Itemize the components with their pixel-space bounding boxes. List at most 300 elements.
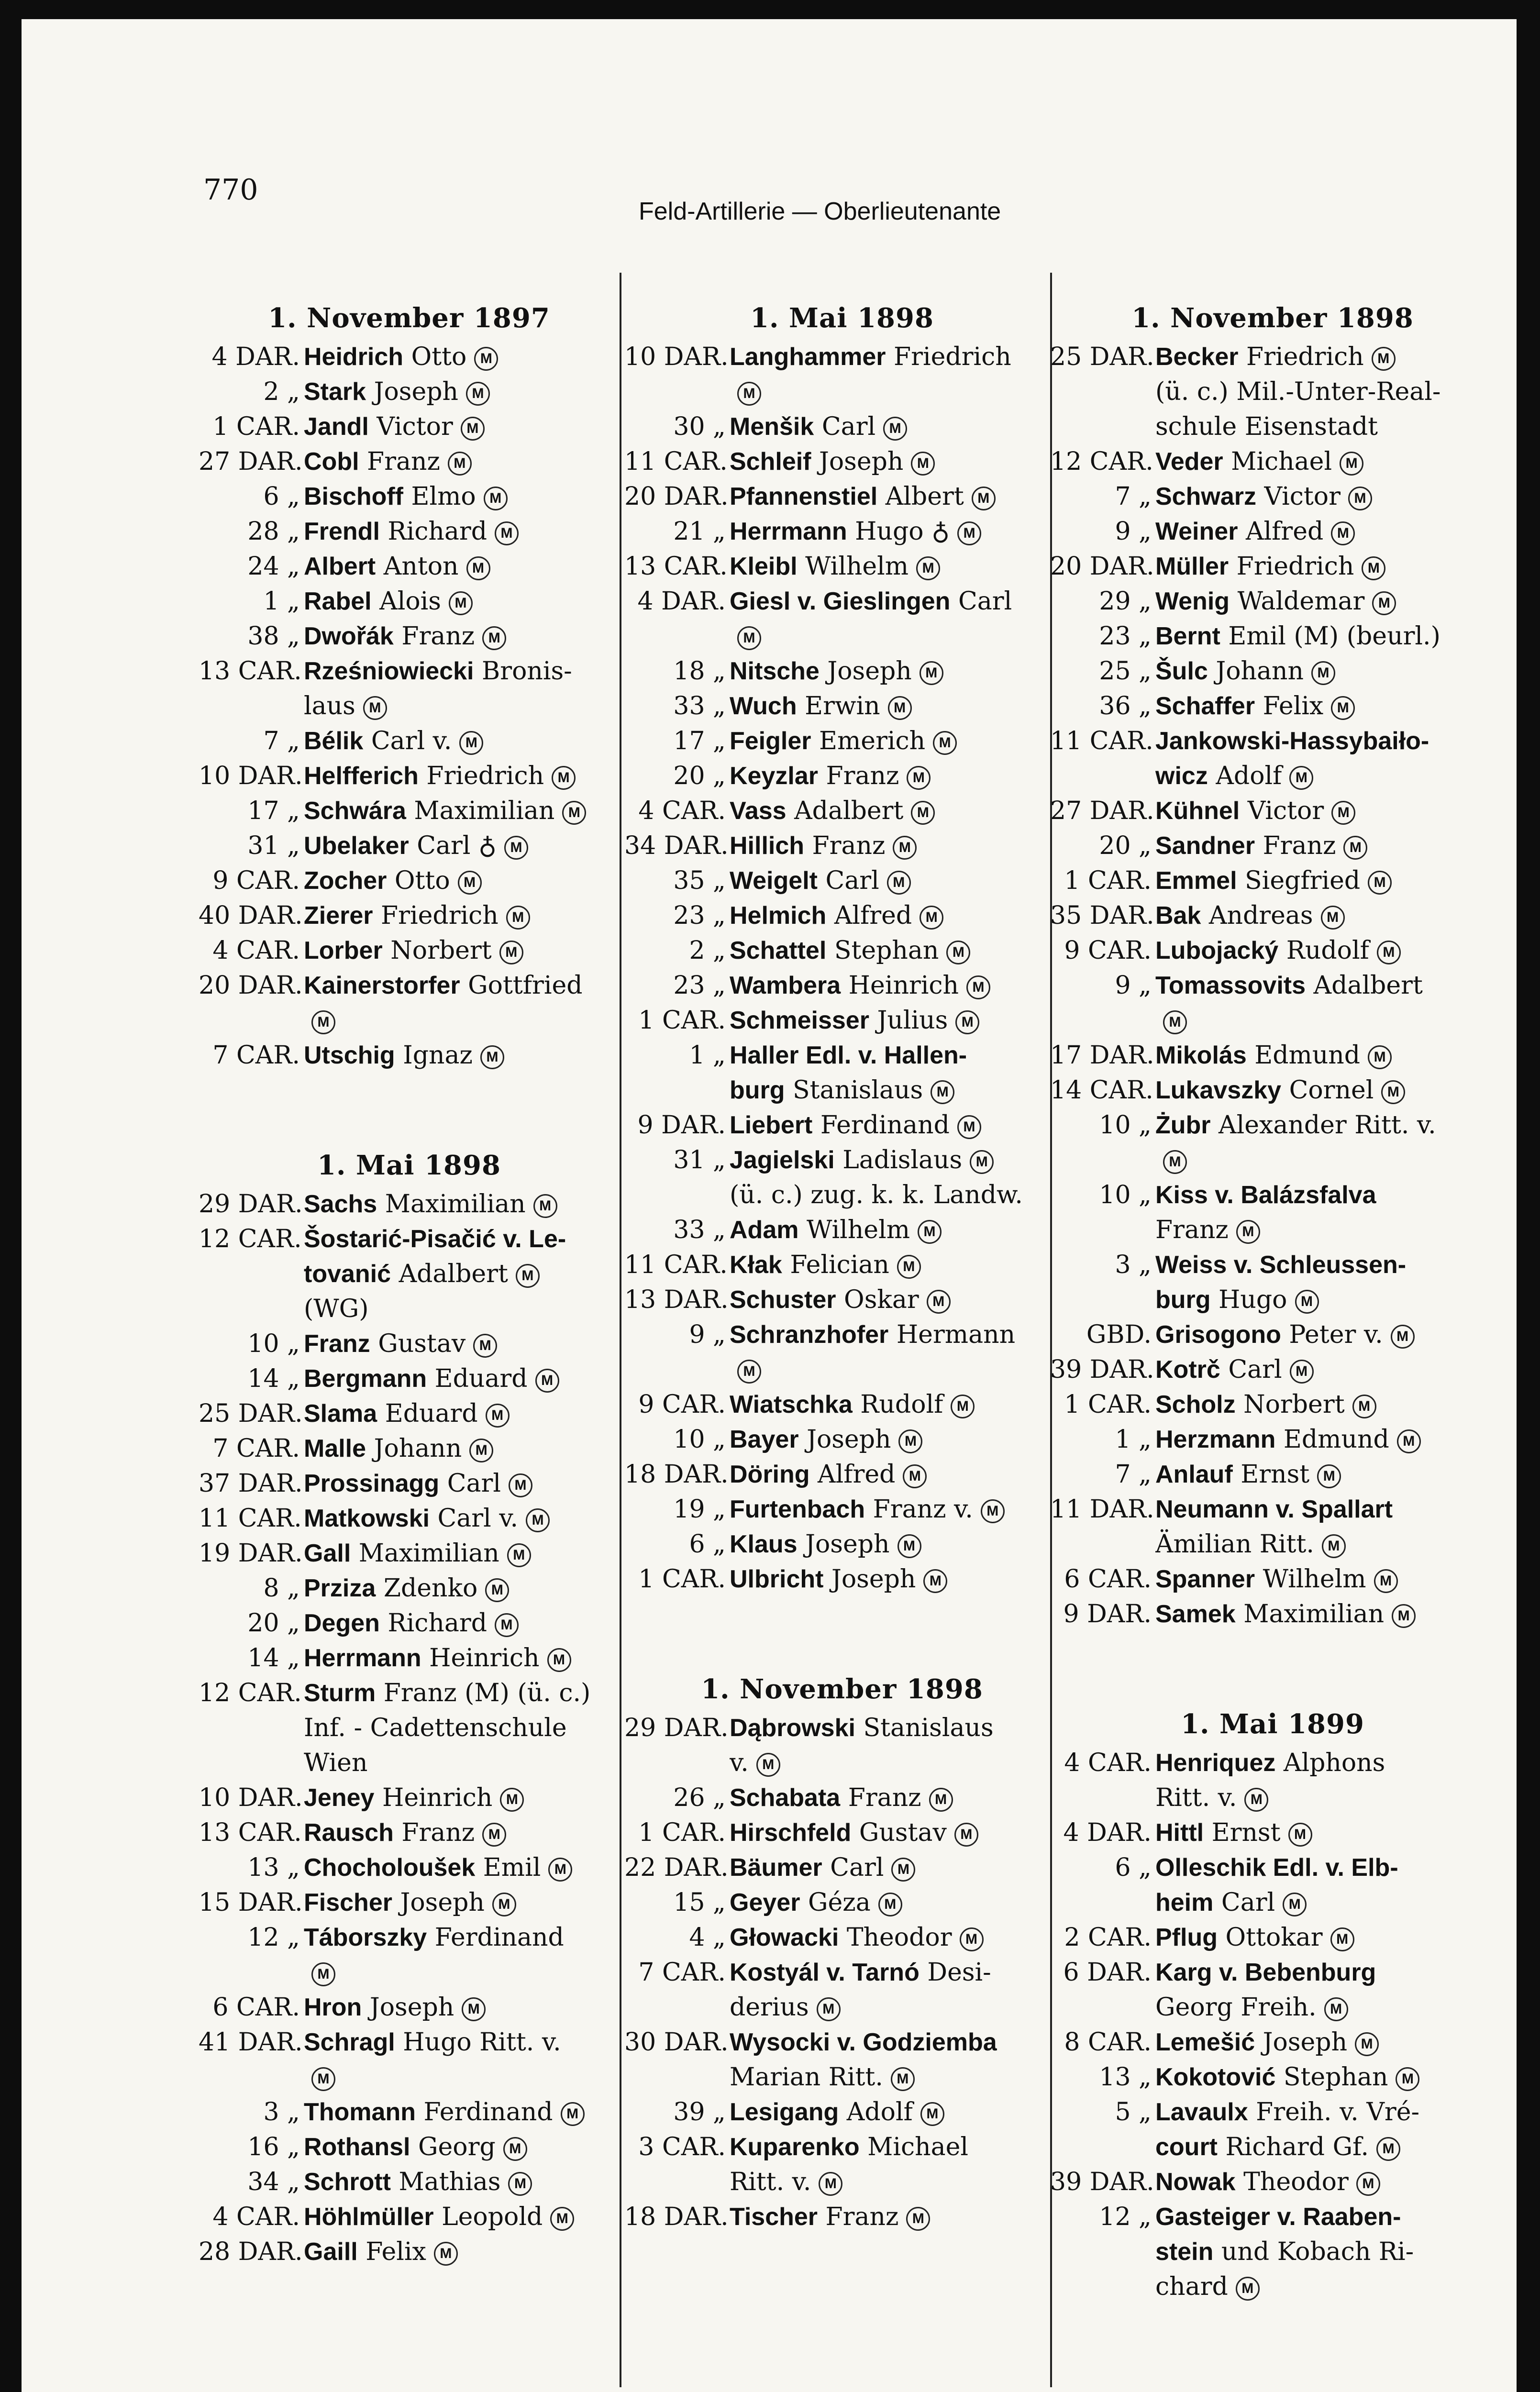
surname: Wiatschka [730, 1391, 853, 1418]
section-heading-block [1050, 1689, 1495, 1746]
roster-row [624, 1213, 1060, 1248]
roster-row [1050, 1387, 1495, 1422]
entry-text: Cobl Franz M [304, 444, 620, 479]
entry-text: Utschig Ignaz M [304, 1038, 620, 1073]
surname: Weigelt [730, 867, 818, 895]
roster-row [1050, 1781, 1495, 1816]
entry-text [730, 1352, 1060, 1387]
surname: Hirschfeld [730, 1819, 852, 1847]
surname: Rothansl [304, 2133, 410, 2161]
medal-badge-icon: M [562, 801, 586, 825]
entry-text: Prziza Zdenko M [304, 1571, 620, 1606]
unit-number: 7 „ [263, 727, 300, 755]
roster-row [1050, 654, 1495, 689]
unit-number: 1 CAR. [1064, 1390, 1152, 1419]
roster-row [624, 1248, 1060, 1283]
medal-badge-icon: M [893, 836, 917, 860]
section-heading: 1. November 1897 [268, 302, 550, 334]
medal-badge-icon: M [1283, 1893, 1307, 1916]
entry-text: stein und Kobach Ri- [1155, 2237, 1414, 2266]
unit-number [1050, 375, 1155, 410]
medal-badge-icon: M [929, 1788, 953, 1812]
entry-text: Bayer Joseph M [730, 1422, 1060, 1457]
medal-badge-icon: M [508, 2172, 532, 2196]
surname: Wuch [730, 692, 797, 720]
roster-row [1050, 1178, 1495, 1213]
unit-number: 19 „ [673, 1495, 726, 1524]
medal-badge-icon: M [911, 452, 935, 476]
entry-text: Żubr Alexander Ritt. v. [1155, 1111, 1436, 1140]
surname: Wysocki v. Godziemba [730, 2028, 997, 2056]
roster-row [199, 1327, 620, 1362]
entry-text: Rausch Franz M [304, 1816, 620, 1850]
roster-row [199, 1885, 620, 1920]
unit-number: 38 „ [247, 622, 300, 651]
medal-badge-icon: M [1377, 941, 1401, 964]
medal-badge-icon: M [526, 1508, 550, 1532]
unit-number: 13 CAR. [199, 1818, 302, 1847]
unit-number: 15 DAR. [199, 1888, 303, 1917]
roster-row [624, 1850, 1060, 1885]
unit-number: 18 DAR. [624, 2203, 729, 2231]
entry-text: Kuparenko Michael [730, 2133, 969, 2161]
roster-row [1050, 933, 1495, 968]
roster-row [1050, 1885, 1495, 1920]
entry-text: Zocher Otto M [304, 864, 620, 898]
entry-text: schule Eisenstadt [1155, 412, 1378, 441]
unit-number [624, 2060, 730, 2095]
entry-text: Táborszky Ferdinand [304, 1923, 564, 1952]
medal-badge-icon: M [897, 1255, 921, 1279]
surname: Schuster [730, 1286, 836, 1314]
surname: Klaus [730, 1530, 798, 1558]
surname: Głowacki [730, 1924, 839, 1951]
roster-row [199, 1990, 620, 2025]
unit-number [1050, 2235, 1155, 2270]
medal-badge-icon: M [817, 1997, 841, 2021]
surname: Jankowski-Hassybaiło- [1155, 727, 1429, 755]
medal-badge-icon: M [887, 871, 911, 895]
surname: Kleibl [730, 553, 798, 580]
entry-text: Kleibl Wilhelm M [730, 549, 1060, 584]
unit-number: 3 CAR. [638, 2133, 726, 2161]
roster-row [1050, 1990, 1495, 2025]
medal-badge-icon: M [495, 1613, 519, 1637]
entry-text: Henriquez Alphons [1155, 1749, 1385, 1777]
entry-text: Albert Anton M [304, 549, 620, 584]
entry-text: Bäumer Carl M [730, 1850, 1060, 1885]
surname: Pflug [1155, 1924, 1218, 1951]
unit-number [624, 1352, 730, 1387]
surname: Schwarz [1155, 483, 1256, 510]
entry-text: Slama Eduard M [304, 1396, 620, 1431]
surname: Bak [1155, 902, 1201, 930]
roster-row [624, 794, 1060, 829]
medal-badge-icon: M [903, 1464, 927, 1488]
medal-badge-icon: M [931, 1080, 954, 1104]
unit-number: 29 DAR. [624, 1714, 729, 1742]
roster-row [1050, 2060, 1495, 2095]
entry-text: v. M [730, 1746, 1060, 1781]
unit-number: 33 „ [673, 692, 726, 720]
roster-row [199, 1676, 620, 1711]
surname: Slama [304, 1400, 377, 1428]
entry-text [304, 2060, 620, 2095]
unit-number: 28 „ [247, 517, 300, 546]
surname: Geyer [730, 1889, 800, 1916]
unit-number: 3 „ [1115, 1251, 1152, 1279]
roster-row [1050, 1850, 1495, 1885]
entry-text: Bergmann Eduard M [304, 1362, 620, 1396]
unit-number: 14 CAR. [1050, 1076, 1153, 1105]
unit-number: 6 CAR. [212, 1993, 300, 2022]
entry-text: (ü. c.) zug. k. k. Landw. [730, 1181, 1023, 1209]
entry-text: Schmeisser Julius M [730, 1003, 1060, 1038]
entry-text: Anlauf Ernst M [1155, 1457, 1495, 1492]
section-heading-block [199, 1130, 620, 1187]
medal-badge-icon: M [311, 1010, 335, 1034]
roster-row [624, 2095, 1060, 2130]
medal-badge-icon: M [533, 1194, 557, 1218]
entry-text: Wiatschka Rudolf M [730, 1387, 1060, 1422]
medal-badge-icon: M [891, 1858, 915, 1882]
unit-number: 10 „ [673, 1425, 726, 1454]
medal-badge-icon: M [480, 1045, 504, 1069]
surname: Weiner [1155, 518, 1238, 545]
roster-row [624, 340, 1060, 375]
roster-row [624, 724, 1060, 759]
surname: Menšik [730, 413, 814, 441]
surname: Neumann v. Spallart [1155, 1495, 1393, 1523]
unit-number: 8 „ [263, 1574, 300, 1603]
medal-badge-icon: M [1331, 801, 1355, 825]
entry-text: Mikolás Edmund M [1155, 1038, 1495, 1073]
unit-number: 39 „ [673, 2098, 726, 2126]
roster-row [624, 444, 1060, 479]
entry-text: Franz Gustav M [304, 1327, 620, 1362]
medal-badge-icon: M [1331, 521, 1355, 545]
roster-row [1050, 864, 1495, 898]
roster-row [1050, 1073, 1495, 1108]
roster-row [199, 340, 620, 375]
surname: Bäumer [730, 1854, 822, 1882]
unit-number [624, 1990, 730, 2025]
entry-text: (WG) [304, 1295, 369, 1323]
entry-text: Heidrich Otto M [304, 340, 620, 375]
unit-number [624, 1073, 730, 1108]
medal-badge-icon: M [906, 2207, 930, 2231]
unit-number [1050, 1527, 1155, 1562]
medal-badge-icon: M [1396, 2067, 1419, 2091]
roster-row [624, 410, 1060, 444]
surname: Utschig [304, 1041, 395, 1069]
surname: Jeney [304, 1784, 375, 1812]
column-1 [199, 283, 620, 2270]
roster-row [1050, 619, 1495, 654]
unit-number: 40 DAR. [199, 901, 303, 930]
roster-row [624, 1885, 1060, 1920]
medal-badge-icon: M [507, 1543, 531, 1567]
entry-text: heim Carl M [1155, 1885, 1495, 1920]
medal-badge-icon: M [1343, 836, 1367, 860]
unit-number: 3 „ [263, 2098, 300, 2126]
medal-badge-icon: M [955, 1010, 979, 1034]
surname: wicz [1155, 762, 1208, 790]
entry-text: Rześniowiecki Bronis- [304, 657, 572, 686]
roster-row [199, 549, 620, 584]
roster-row [199, 1003, 620, 1038]
roster-row [199, 1781, 620, 1816]
entry-text: Schwarz Victor M [1155, 479, 1495, 514]
entry-text [304, 1955, 620, 1990]
surname: Fischer [304, 1889, 392, 1916]
section-heading-block [624, 283, 1060, 340]
surname: Weiss v. Schleussen- [1155, 1251, 1407, 1279]
medal-badge-icon: M [737, 626, 761, 650]
roster-row [1050, 689, 1495, 724]
medal-badge-icon: M [1331, 696, 1355, 720]
surname: Prossinagg [304, 1470, 440, 1497]
surname: Kotrč [1155, 1356, 1220, 1384]
roster-row [199, 829, 620, 864]
medal-badge-icon: M [1362, 556, 1385, 580]
surname: Šulc [1155, 657, 1208, 685]
entry-text: Feigler Emerich M [730, 724, 1060, 759]
unit-number: 2 „ [689, 936, 726, 965]
roster-row [199, 864, 620, 898]
unit-number: 20 DAR. [624, 482, 729, 511]
medal-badge-icon: M [923, 1569, 947, 1593]
roster-row [624, 1527, 1060, 1562]
roster-row [624, 1143, 1060, 1178]
medal-badge-icon: M [552, 766, 576, 790]
entry-text: Scholz Norbert M [1155, 1387, 1495, 1422]
roster-row [199, 1466, 620, 1501]
unit-number [1050, 410, 1155, 444]
roster-row [1050, 549, 1495, 584]
surname: Adam [730, 1216, 799, 1244]
roster-row [624, 2060, 1060, 2095]
surname: Liebert [730, 1111, 813, 1139]
medal-badge-icon: M [957, 1115, 981, 1139]
unit-number: 13 „ [1099, 2063, 1152, 2092]
roster-row [199, 689, 620, 724]
roster-row [1050, 584, 1495, 619]
surname: Kiss v. Balázsfalva [1155, 1181, 1376, 1209]
medal-badge-icon: M [1290, 1360, 1314, 1384]
medal-badge-icon: M [1381, 1080, 1405, 1104]
surname: Spanner [1155, 1565, 1255, 1593]
roster-row [1050, 2025, 1495, 2060]
entry-text: Rabel Alois M [304, 584, 620, 619]
medal-badge-icon: M [466, 382, 490, 406]
surname: Gall [304, 1539, 351, 1567]
surname: Tischer [730, 2203, 818, 2231]
surname: Matkowski [304, 1505, 430, 1532]
unit-number [624, 1746, 730, 1781]
entry-text: Bernt Emil (M) (beurl.) [1155, 622, 1440, 651]
unit-number: 31 „ [673, 1146, 726, 1174]
surname: Albert [304, 553, 376, 580]
unit-number: 22 DAR. [624, 1853, 729, 1882]
unit-number: 23 „ [673, 901, 726, 930]
medal-badge-icon: M [469, 1439, 493, 1462]
entry-text: Veder Michael M [1155, 444, 1495, 479]
roster-row [1050, 2165, 1495, 2200]
entry-text [304, 1003, 620, 1038]
roster-row [624, 1781, 1060, 1816]
unit-number: 12 CAR. [199, 1225, 302, 1253]
roster-row [1050, 1597, 1495, 1632]
roster-row [624, 1003, 1060, 1038]
surname: Hron [304, 1993, 362, 2021]
unit-number: 27 DAR. [199, 447, 303, 476]
medal-badge-icon: M [891, 2067, 915, 2091]
unit-number [199, 1257, 304, 1292]
unit-number: 12 „ [247, 1923, 300, 1952]
unit-number: 9 CAR. [638, 1390, 726, 1419]
entry-text: Weigelt Carl M [730, 864, 1060, 898]
entry-text: Bélik Carl v. M [304, 724, 620, 759]
roster-row [199, 2200, 620, 2235]
entry-text: Kühnel Victor M [1155, 794, 1495, 829]
unit-number: 41 DAR. [199, 2028, 303, 2057]
medal-badge-icon: M [561, 2102, 585, 2126]
entry-text: Degen Richard M [304, 1606, 620, 1641]
entry-text: Schattel Stephan M [730, 933, 1060, 968]
unit-number: 12 „ [1099, 2203, 1152, 2231]
medal-badge-icon: M [473, 1334, 497, 1358]
entry-text: Pfannenstiel Albert M [730, 479, 1060, 514]
roster-row [1050, 1920, 1495, 1955]
medal-badge-icon: M [920, 906, 943, 930]
entry-text: Samek Maximilian M [1155, 1597, 1495, 1632]
unit-number: 4 CAR. [638, 797, 726, 825]
surname: Hittl [1155, 1819, 1204, 1847]
medal-badge-icon: M [920, 2102, 944, 2126]
medal-badge-icon: M [1372, 591, 1396, 615]
entry-text: Schragl Hugo Ritt. v. [304, 2028, 561, 2057]
roster-row [624, 2130, 1060, 2165]
medal-badge-icon: M [1321, 906, 1345, 930]
unit-number: 12 CAR. [199, 1679, 302, 1707]
unit-number: 7 CAR. [212, 1041, 300, 1070]
surname: Olleschik Edl. v. Elb- [1155, 1854, 1398, 1882]
roster-row [199, 1536, 620, 1571]
roster-row [1050, 1283, 1495, 1318]
roster-row [199, 968, 620, 1003]
unit-number: 2 CAR. [1064, 1923, 1152, 1952]
unit-number: 11 CAR. [1050, 727, 1153, 755]
entry-text: chard M [1155, 2270, 1495, 2304]
entry-text: Helfferich Friedrich M [304, 759, 620, 794]
roster-row [1050, 1955, 1495, 1990]
entry-text: Matkowski Carl v. M [304, 1501, 620, 1536]
roster-row [624, 1387, 1060, 1422]
medal-badge-icon: M [946, 941, 970, 964]
roster-row [1050, 724, 1495, 759]
medal-badge-icon: M [927, 1290, 951, 1314]
entry-text: Šulc Johann M [1155, 654, 1495, 689]
surname: Samek [1155, 1600, 1236, 1628]
unit-number [1050, 2270, 1155, 2304]
unit-number: 8 CAR. [1064, 2028, 1152, 2057]
entry-text [1155, 2200, 1495, 2235]
running-header: Feld-Artillerie — Oberlieutenante [639, 198, 1001, 225]
surname: Anlauf [1155, 1461, 1233, 1488]
entry-text: Kostyál v. Tarnó Desi- [730, 1958, 991, 1987]
unit-number: 4 DAR. [211, 343, 300, 371]
unit-number: 39 DAR. [1050, 1355, 1154, 1384]
surname: Rausch [304, 1819, 394, 1847]
medal-badge-icon: M [1356, 2172, 1380, 2196]
medal-badge-icon: M [1317, 1464, 1341, 1488]
roster-row [624, 689, 1060, 724]
surname: court [1155, 2133, 1218, 2161]
surname: Tomassovits [1155, 972, 1306, 999]
medal-badge-icon: M [1368, 1045, 1392, 1069]
surname: Jagielski [730, 1146, 835, 1174]
entry-text: Liebert Ferdinand M [730, 1108, 1060, 1143]
roster-row [624, 619, 1060, 654]
roster-row [1050, 968, 1495, 1003]
unit-number: 20 „ [1099, 831, 1152, 860]
roster-row [199, 2165, 620, 2200]
unit-number: 19 DAR. [199, 1539, 303, 1568]
unit-number: 35 „ [673, 866, 726, 895]
surname: Müller [1155, 553, 1229, 580]
unit-number [199, 1955, 304, 1990]
section-heading-block [199, 283, 620, 340]
roster-row [199, 375, 620, 410]
roster-row [624, 549, 1060, 584]
surname: Thomann [304, 2098, 416, 2126]
unit-number: 7 „ [1115, 482, 1152, 511]
roster-row [199, 444, 620, 479]
surname: Sturm [304, 1679, 376, 1707]
surname: Schranzhofer [730, 1321, 889, 1349]
surname: Bischoff [304, 483, 403, 510]
roster-row [624, 759, 1060, 794]
medal-badge-icon: M [737, 1360, 761, 1384]
surname: Sachs [304, 1190, 377, 1218]
medal-badge-icon: M [434, 2242, 458, 2266]
entry-text: Hittl Ernst M [1155, 1816, 1495, 1850]
surname: Malle [304, 1435, 366, 1462]
surname: Nitsche [730, 657, 820, 685]
entry-text: Adam Wilhelm M [730, 1213, 1060, 1248]
roster-row [199, 1292, 620, 1327]
roster-row [624, 829, 1060, 864]
entry-text: burg Stanislaus M [730, 1073, 1060, 1108]
medal-badge-icon: M [1236, 1220, 1260, 1244]
unit-number [199, 1003, 304, 1038]
unit-number: 1 „ [1115, 1425, 1152, 1454]
unit-number: 4 CAR. [1064, 1749, 1152, 1777]
roster-row [199, 1362, 620, 1396]
medal-badge-icon: M [462, 1997, 486, 2021]
surname: Helfferich [304, 762, 419, 790]
entry-text: Klaus Joseph M [730, 1527, 1060, 1562]
surname: Šostarić-Pisačić v. Le- [304, 1225, 566, 1253]
surname: Bergmann [304, 1365, 427, 1393]
entry-text: Ubelaker Carl ♁ M [304, 829, 620, 864]
entry-text: Lesigang Adolf M [730, 2095, 1060, 2130]
unit-number: 2 „ [263, 377, 300, 406]
medal-badge-icon: M [535, 1369, 559, 1393]
medal-badge-icon: M [907, 766, 931, 790]
roster-row [624, 1457, 1060, 1492]
